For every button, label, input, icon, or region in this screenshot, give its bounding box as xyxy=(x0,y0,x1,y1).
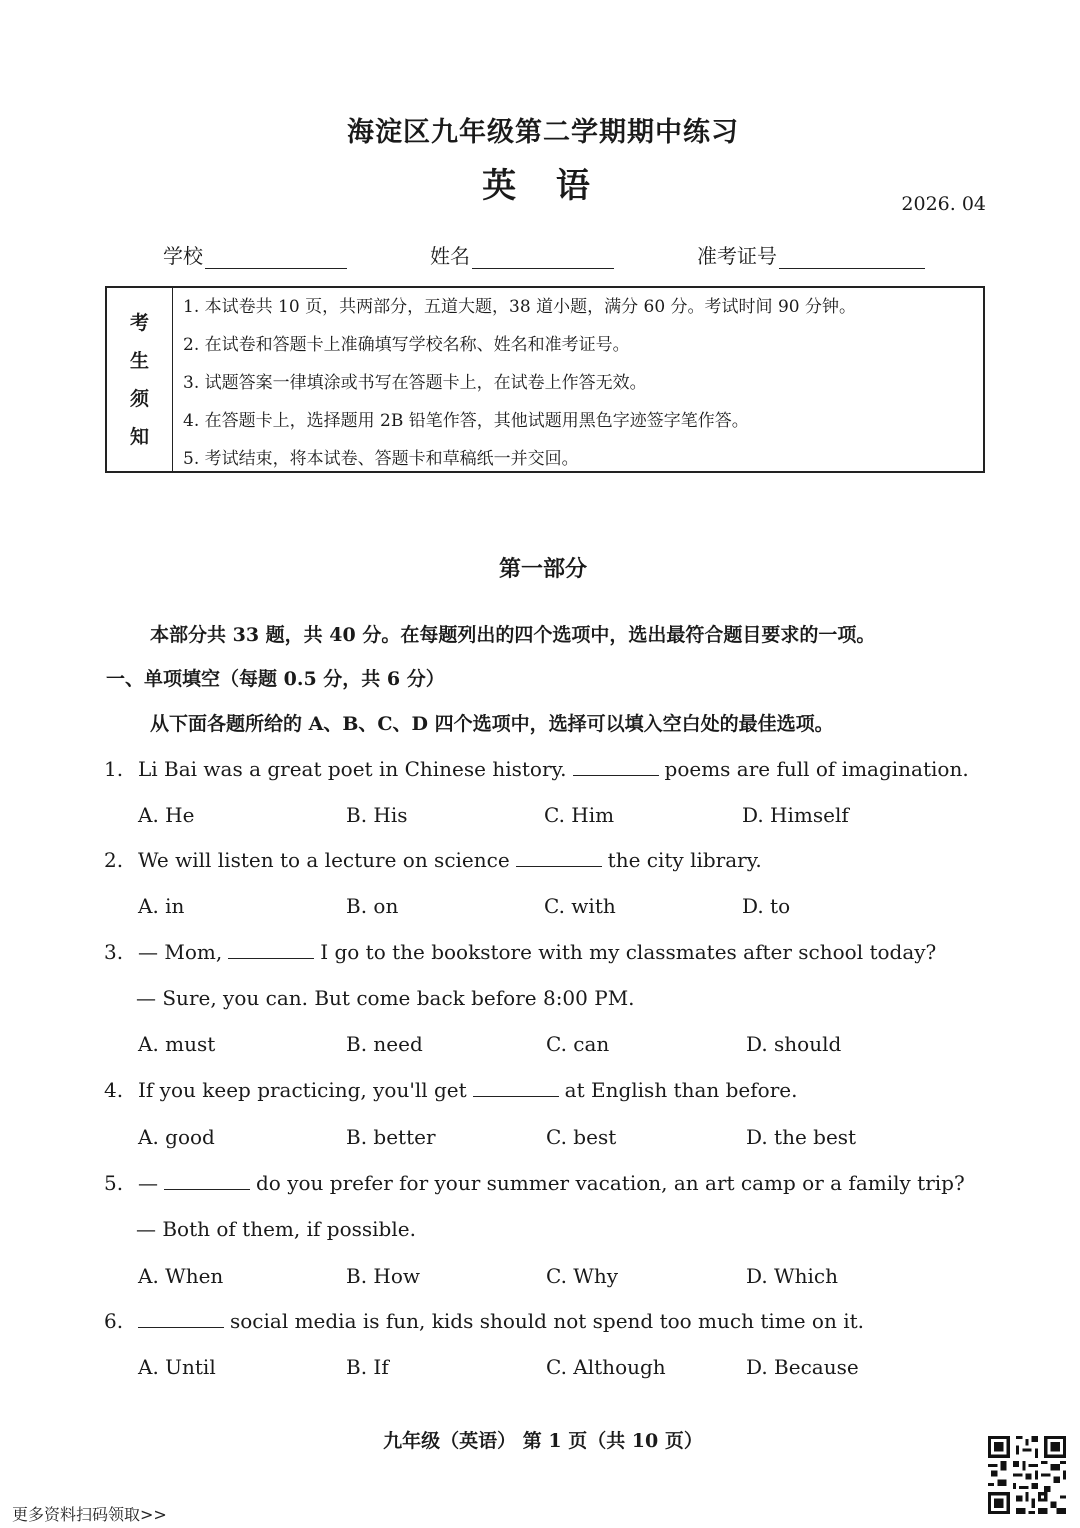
question-stem-post: poems are full of imagination. xyxy=(664,757,969,781)
name-label: 姓名 xyxy=(430,244,470,268)
school-field[interactable] xyxy=(163,240,347,269)
option-b[interactable]: B. If xyxy=(346,1355,389,1379)
question-stem-pre: — xyxy=(138,1171,158,1195)
page-footer: 九年级（英语） 第 1 页（共 10 页） xyxy=(383,1430,703,1452)
option-b[interactable]: B. on xyxy=(346,894,399,918)
answer-blank xyxy=(473,1078,559,1097)
option-b[interactable]: B. better xyxy=(346,1125,436,1149)
option-c[interactable]: C. Why xyxy=(546,1264,619,1288)
question-stem-pre: — Mom, xyxy=(138,940,223,964)
option-c[interactable]: C. with xyxy=(544,894,616,918)
question-3 xyxy=(104,940,936,964)
option-d[interactable]: D. should xyxy=(746,1032,842,1056)
notice-item: 3. 试题答案一律填涂或书写在答题卡上，在试卷上作答无效。 xyxy=(183,373,647,393)
notice-item: 5. 考试结束，将本试卷、答题卡和草稿纸一并交回。 xyxy=(183,449,579,469)
option-a[interactable]: A. in xyxy=(138,894,185,918)
question-stem-pre: We will listen to a lecture on science xyxy=(138,848,510,872)
question-number: 4. xyxy=(104,1078,124,1102)
question-6 xyxy=(104,1309,864,1333)
option-a[interactable]: A. must xyxy=(138,1032,216,1056)
question-stem-post: I go to the bookstore with my classmates after school today? xyxy=(320,940,937,964)
question-stem-post: do you prefer for your summer vacation, an art camp or a family trip? xyxy=(256,1171,965,1195)
part-title: 第一部分 xyxy=(498,556,587,582)
notice-heading-char: 知 xyxy=(129,425,149,448)
notice-list xyxy=(173,288,983,471)
option-b[interactable]: B. How xyxy=(346,1264,421,1288)
option-d[interactable]: D. Which xyxy=(746,1264,838,1288)
question-1 xyxy=(104,757,969,781)
exam-id-blank[interactable] xyxy=(779,246,925,269)
name-field[interactable] xyxy=(430,240,614,269)
option-c[interactable]: C. Him xyxy=(544,803,615,827)
question-number: 5. xyxy=(104,1171,124,1195)
option-c[interactable]: C. can xyxy=(546,1032,610,1056)
option-d[interactable]: D. to xyxy=(742,894,791,918)
notice-heading-char: 生 xyxy=(129,349,149,372)
option-d[interactable]: D. Himself xyxy=(742,803,849,827)
question-number: 1. xyxy=(104,757,124,781)
question-number: 6. xyxy=(104,1309,124,1333)
question-4 xyxy=(104,1078,797,1102)
scan-prompt[interactable]: 更多资料扫码领取>> xyxy=(12,1505,167,1524)
question-stem-post: social media is fun, kids should not spend too much time on it. xyxy=(230,1309,865,1333)
option-a[interactable]: A. Until xyxy=(138,1355,216,1379)
exam-title: 海淀区九年级第二学期期中练习 xyxy=(347,117,739,148)
question-5-reply: — Both of them, if possible. xyxy=(136,1217,416,1241)
name-blank[interactable] xyxy=(472,246,614,269)
option-c[interactable]: C. Although xyxy=(546,1355,666,1379)
notice-heading xyxy=(107,288,173,471)
notice-item: 1. 本试卷共 10 页，共两部分，五道大题，38 道小题，满分 60 分。考试时间 90 分钟。 xyxy=(183,297,856,317)
question-3-reply: — Sure, you can. But come back before 8:00 PM. xyxy=(136,986,635,1010)
part-intro: 本部分共 33 题，共 40 分。在每题列出的四个选项中，选出最符合题目要求的一项。 xyxy=(150,624,876,646)
option-b[interactable]: B. His xyxy=(346,803,408,827)
question-stem-post: the city library. xyxy=(607,848,762,872)
section-title: 一、单项填空（每题 0.5 分，共 6 分） xyxy=(106,668,445,690)
notice-item: 2. 在试卷和答题卡上准确填写学校名称、姓名和准考证号。 xyxy=(183,335,630,355)
answer-blank xyxy=(164,1171,250,1190)
notice-heading-char: 考 xyxy=(129,311,149,334)
qr-code-icon[interactable] xyxy=(988,1436,1066,1514)
answer-blank xyxy=(516,848,602,867)
school-blank[interactable] xyxy=(205,246,347,269)
option-a[interactable]: A. He xyxy=(138,803,195,827)
option-c[interactable]: C. best xyxy=(546,1125,617,1149)
answer-blank xyxy=(228,940,314,959)
notice-box xyxy=(105,286,985,473)
question-number: 2. xyxy=(104,848,124,872)
question-5 xyxy=(104,1171,965,1195)
question-stem-post: at English than before. xyxy=(564,1078,798,1102)
exam-id-field[interactable] xyxy=(697,240,925,269)
notice-item: 4. 在答题卡上，选择题用 2B 铅笔作答，其他试题用黑色字迹签字笔作答。 xyxy=(183,411,749,431)
answer-blank xyxy=(138,1309,224,1328)
option-a[interactable]: A. good xyxy=(138,1125,215,1149)
question-number: 3. xyxy=(104,940,124,964)
exam-subject: 英 语 xyxy=(482,166,604,206)
answer-blank xyxy=(573,757,659,776)
exam-id-label: 准考证号 xyxy=(697,244,777,268)
section-instruction: 从下面各题所给的 A、B、C、D 四个选项中，选择可以填入空白处的最佳选项。 xyxy=(150,713,834,735)
question-2 xyxy=(104,848,762,872)
question-stem-pre: Li Bai was a great poet in Chinese history. xyxy=(138,757,567,781)
option-b[interactable]: B. need xyxy=(346,1032,423,1056)
option-a[interactable]: A. When xyxy=(138,1264,224,1288)
exam-date: 2026. 04 xyxy=(901,193,986,215)
question-stem-pre: If you keep practicing, you'll get xyxy=(138,1078,467,1102)
option-d[interactable]: D. Because xyxy=(746,1355,859,1379)
school-label: 学校 xyxy=(163,244,203,268)
option-d[interactable]: D. the best xyxy=(746,1125,857,1149)
notice-heading-char: 须 xyxy=(129,387,149,410)
